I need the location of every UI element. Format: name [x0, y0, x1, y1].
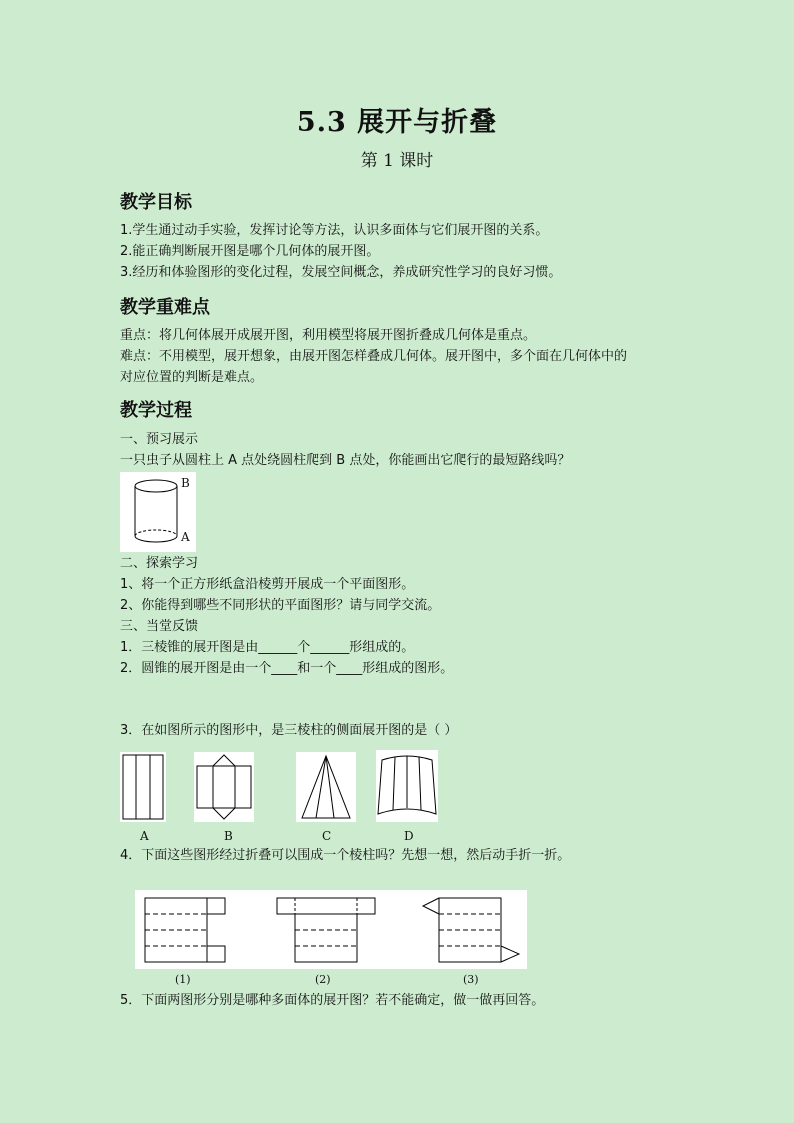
- question-3: 3．在如图所示的图形中，是三棱柱的侧面展开图的是（ ）: [120, 723, 458, 738]
- preview-question: 一只虫子从圆柱上 A 点处绕圆柱爬到 B 点处，你能画出它爬行的最短路线吗？: [120, 453, 571, 468]
- point-a-label: A: [181, 530, 190, 544]
- option-c-label: C: [322, 829, 332, 843]
- prism-nets-figure: [135, 890, 527, 969]
- net-2-label: (2): [315, 973, 331, 986]
- option-d-label: D: [404, 829, 414, 843]
- option-b-label: B: [224, 829, 233, 843]
- option-d-figure: [376, 750, 438, 822]
- option-a-drawing: [120, 752, 166, 822]
- option-a-figure: [120, 752, 166, 822]
- goals-heading: 教学目标: [120, 192, 192, 213]
- net-3-label: (3): [463, 973, 479, 986]
- page-subtitle: 第 1 课时: [360, 151, 434, 171]
- option-c-drawing: [296, 752, 356, 822]
- explore-item: 2、你能得到哪些不同形状的平面图形？请与同学交流。: [120, 598, 441, 613]
- question-4: 4．下面这些图形经过折叠可以围成一个棱柱吗？先想一想，然后动手折一折。: [120, 848, 571, 863]
- question-5: 5．下面两图形分别是哪种多面体的展开图？若不能确定，做一做再回答。: [120, 993, 545, 1008]
- page-title: 5.3 展开与折叠: [296, 107, 498, 138]
- key-line: 重点：将几何体展开成展开图，利用模型将展开图折叠成几何体是重点。: [120, 328, 537, 343]
- goal-item: 1.学生通过动手实验，发挥讨论等方法，认识多面体与它们展开图的关系。: [120, 223, 549, 238]
- question-2: 2．圆锥的展开图是由一个____和一个____形组成的图形。: [120, 661, 454, 676]
- point-b-label: B: [181, 476, 190, 490]
- option-b-drawing: [194, 752, 254, 822]
- key-heading: 教学重难点: [120, 297, 210, 318]
- goal-item: 2.能正确判断展开图是哪个几何体的展开图。: [120, 244, 380, 259]
- option-d-drawing: [376, 750, 438, 822]
- prism-nets-drawing: [135, 890, 527, 969]
- process-heading: 教学过程: [120, 400, 192, 421]
- option-c-figure: [296, 752, 356, 822]
- explore-item: 1、将一个正方形纸盒沿棱剪开展成一个平面图形。: [120, 577, 415, 592]
- explore-title: 二、探索学习: [120, 556, 199, 571]
- option-a-label: A: [140, 829, 149, 843]
- cylinder-figure: [120, 472, 196, 552]
- feedback-title: 三、当堂反馈: [120, 619, 199, 634]
- net-1-label: (1): [175, 973, 191, 986]
- goal-item: 3.经历和体验图形的变化过程，发展空间概念，养成研究性学习的良好习惯。: [120, 265, 562, 280]
- option-b-figure: [194, 752, 254, 822]
- key-line: 难点：不用模型，展开想象，由展开图怎样叠成几何体。展开图中，多个面在几何体中的: [120, 349, 628, 364]
- preview-title: 一、预习展示: [120, 432, 199, 447]
- question-1: 1．三棱锥的展开图是由______个______形组成的。: [120, 640, 415, 655]
- key-line: 对应位置的判断是难点。: [120, 370, 264, 385]
